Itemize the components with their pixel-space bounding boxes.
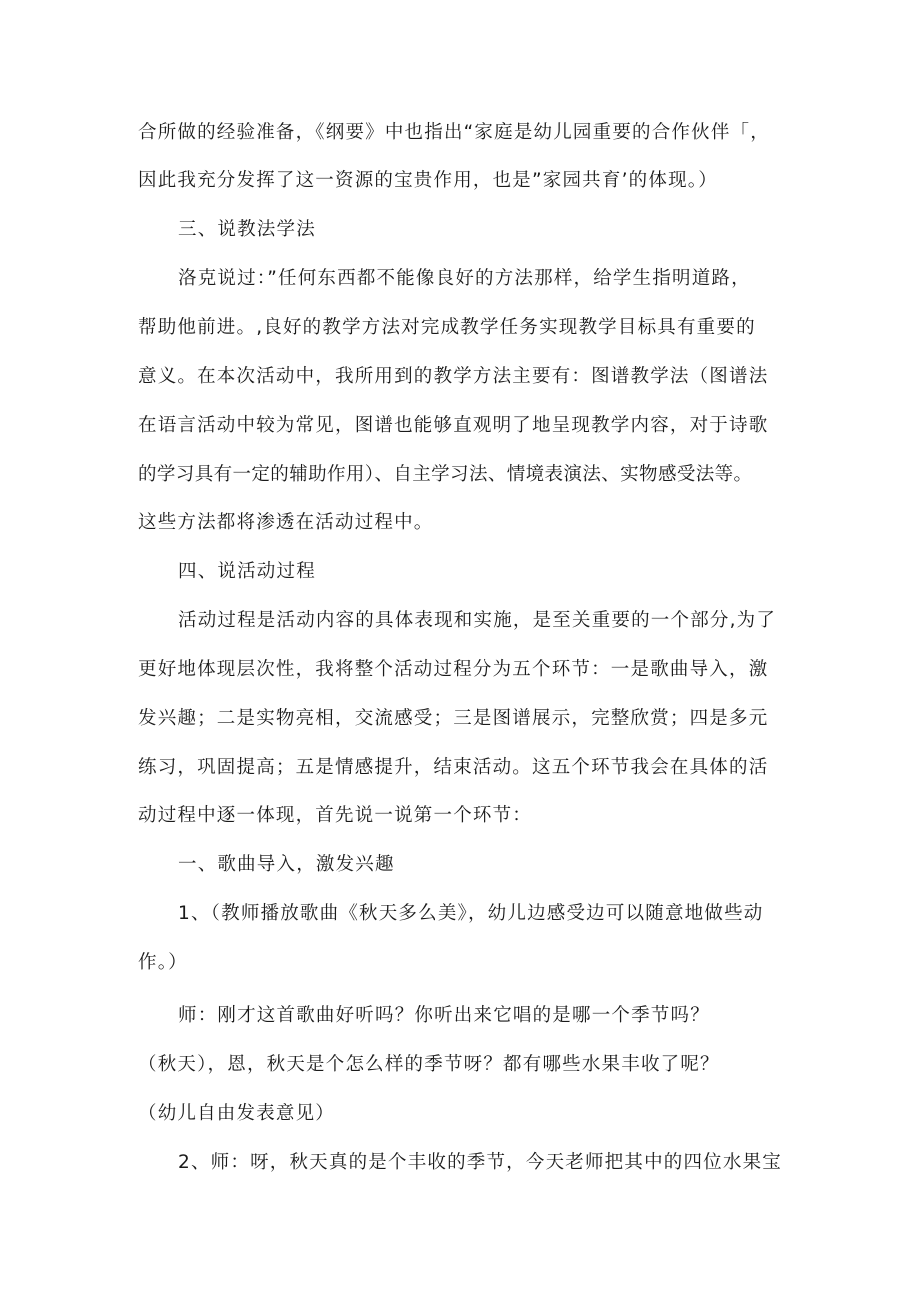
paragraph-line: 发兴趣；二是实物亮相，交流感受；三是图谱展示，完整欣赏；四是多元 <box>138 708 769 729</box>
paragraph-line: 的学习具有一定的辅助作用）、自主学习法、情境表演法、实物感受法等。 <box>138 464 753 485</box>
paragraph-line: 合所做的经验准备，《纲要》中也指出“家庭是幼儿园重要的合作伙伴「， <box>138 122 770 143</box>
paragraph-line: 因此我充分发挥了这一资源的宝贵作用，也是”家园共育’的体现。） <box>138 170 718 191</box>
paragraph-line: 活动过程是活动内容的具体表现和实施，是至关重要的一个部分,为了 <box>178 610 777 631</box>
paragraph-line: 意义。在本次活动中，我所用到的教学方法主要有：图谱教学法（图谱法 <box>138 366 769 387</box>
section-heading: 四、说活动过程 <box>178 561 316 582</box>
paragraph-line: 动过程中逐一体现，首先说一说第一个环节： <box>138 805 533 826</box>
section-heading: 一、歌曲导入，激发兴趣 <box>178 854 395 875</box>
paragraph-line: 在语言活动中较为常见，图谱也能够直观明了地呈现教学内容，对于诗歌 <box>138 415 769 436</box>
paragraph-line: 更好地体现层次性，我将整个活动过程分为五个环节：一是歌曲导入，激 <box>138 659 769 680</box>
paragraph-line: （幼儿自由发表意见） <box>138 1103 336 1124</box>
paragraph-line: 作。） <box>138 952 188 973</box>
paragraph-line: 这些方法都将渗透在活动过程中。 <box>138 512 434 533</box>
paragraph-line: 洛克说过：”任何东西都不能像良好的方法那样，给学生指明道路， <box>178 268 751 289</box>
paragraph-line: 2、师：呀，秋天真的是个丰收的季节，今天老师把其中的四位水果宝 <box>178 1152 782 1173</box>
paragraph-line: 练习，巩固提高；五是情感提升，结束活动。这五个环节我会在具体的活 <box>138 757 769 778</box>
paragraph-line: 1、（教师播放歌曲《秋天多么美》，幼儿边感受边可以随意地做些动 <box>178 903 764 924</box>
paragraph-line: 帮助他前进。,良好的教学方法对完成教学任务实现教学目标具有重要的 <box>138 317 756 338</box>
paragraph-line: （秋天），恩，秋天是个怎么样的季节呀？都有哪些水果丰收了呢？ <box>138 1054 720 1075</box>
paragraph-line: 师：刚才这首歌曲好听吗？你听出来它唱的是哪一个季节吗？ <box>178 1005 710 1026</box>
section-heading: 三、说教法学法 <box>178 219 316 240</box>
